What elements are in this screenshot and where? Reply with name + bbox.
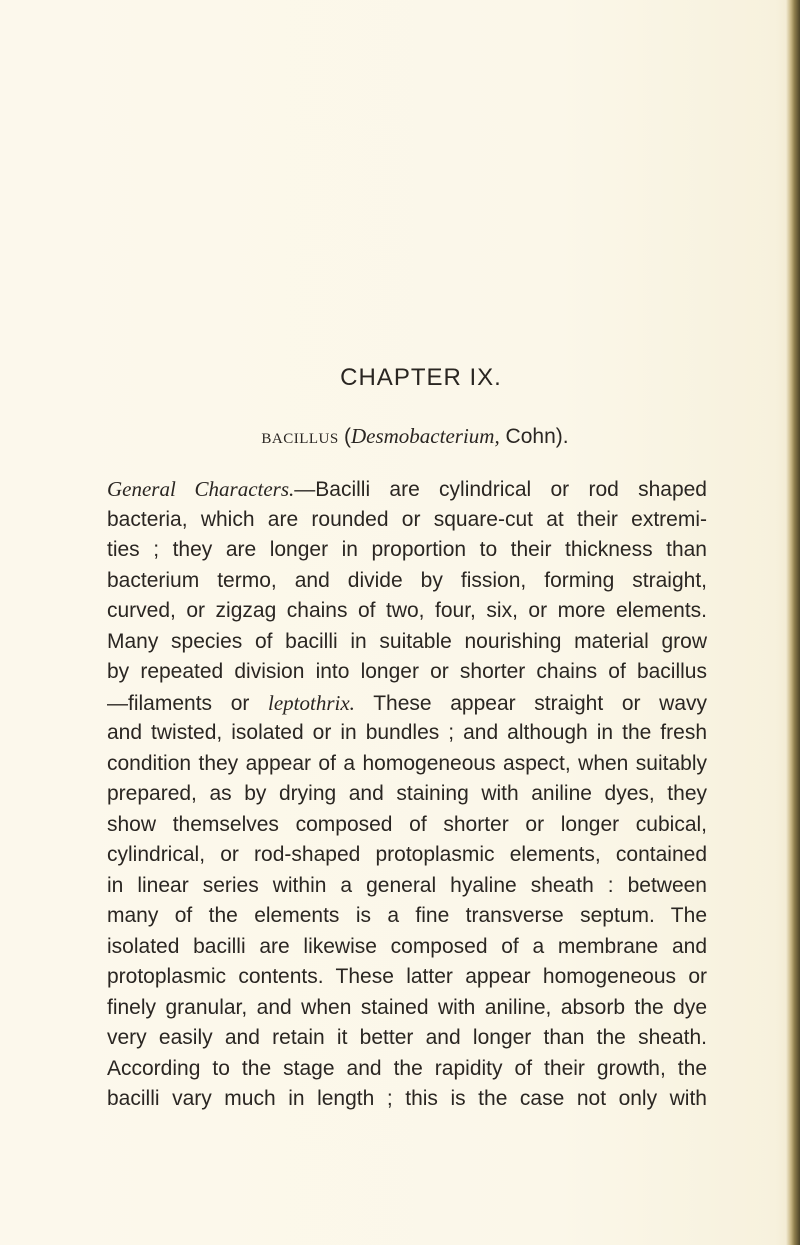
- text-line: many of the elements is a fine transverse septum. The: [107, 904, 707, 927]
- page-edge: [786, 0, 800, 1245]
- text-line: in linear series within a general hyaline sheath : between: [107, 873, 707, 897]
- text-line: prepared, as by drying and staining with aniline dyes, they: [107, 782, 707, 805]
- section-genus: Desmobacterium,: [350, 424, 500, 448]
- text-line: isolated bacilli are likewise composed of a membrane and: [107, 934, 707, 958]
- text-line: According to the stage and the rapidity of their growth, the: [107, 1056, 707, 1080]
- text-line: General Characters.—Bacilli are cylindrical or rod shaped: [107, 477, 707, 501]
- text-line: finely granular, and when stained with aniline, absorb the dye: [107, 995, 707, 1019]
- text-line: bacterium termo, and divide by fission, forming straight,: [107, 568, 707, 592]
- text-line: curved, or zigzag chains of two, four, six, or more elements.: [107, 599, 707, 622]
- text-line: show themselves composed of shorter or longer cubical,: [107, 812, 707, 836]
- body-text: [107, 474, 707, 1115]
- section-author: Cohn).: [499, 425, 569, 448]
- text-line: by repeated division into longer or shorter chains of bacillus: [107, 660, 707, 683]
- text-line: and twisted, isolated or in bundles ; and although in the fresh: [107, 721, 707, 744]
- section-name: BACILLUS: [261, 431, 339, 447]
- text-line: condition they appear of a homogeneous aspect, when suitably: [107, 751, 707, 775]
- chapter-heading: CHAPTER IX.: [340, 364, 502, 391]
- text-line: bacteria, which are rounded or square-cut at their extremi-: [107, 507, 707, 531]
- text-line: very easily and retain it better and longer than the sheath.: [107, 1026, 707, 1049]
- text-line: ties ; they are longer in proportion to their thickness than: [107, 538, 707, 561]
- leptothrix-term: leptothrix.: [268, 690, 355, 715]
- text-line: —filaments or leptothrix. These appear straight or wavy: [107, 690, 707, 715]
- section-heading: [0, 424, 800, 449]
- paragraph-heading: General Characters.: [107, 477, 295, 501]
- text-line: Many species of bacilli in suitable nourishing material grow: [107, 629, 707, 653]
- section-open-paren: (: [343, 425, 351, 448]
- text-line: cylindrical, or rod-shaped protoplasmic elements, contained: [107, 843, 707, 866]
- text-line: protoplasmic contents. These latter appear homogeneous or: [107, 965, 707, 988]
- text-line: bacilli vary much in length ; this is the case not only with: [107, 1087, 707, 1110]
